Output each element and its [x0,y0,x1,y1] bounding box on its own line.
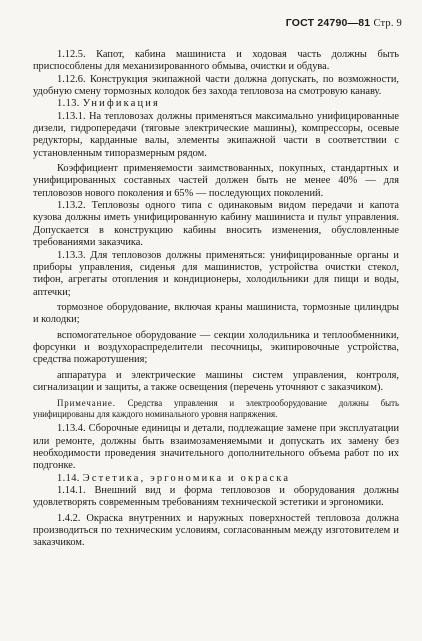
paragraph-coefficient: Коэффициент применяемости заимствованных, покупных, стандартных и унифицированных составных частей должен быть не менее 40% — для тепловозов нового поколения и 65% — последующих поколений. [33,163,399,199]
section-title: Унификация [82,98,161,110]
paragraph-1-13-3: 1.13.3. Для тепловозов должны применяться: унифицированные органы и приборы управления, сиденья для машинистов, устройства очистки стекол, тифон, агрегаты отопления и кондиционеры, холодильники для пищи и воды, аптечки; [33,249,399,298]
section-heading-unification [33,98,399,110]
section-title: Эстетика, эргономика и окраска [82,472,291,484]
paragraph-1-4-2: 1.4.2. Окраска внутренних и наружных поверхностей тепловоза должна производиться по техническим условиям, согласованным между изготовителем и заказчиком. [33,512,399,549]
section-heading-aesthetics [33,473,399,485]
document-body [33,49,399,550]
page-number: Стр. 9 [373,18,402,29]
section-number: 1.14. [57,472,80,484]
list-item-auxiliary: вспомогательное оборудование — секции холодильника и теплообменники, форсунки и воздухораспределители песочницы, экипировочные устройства, средства пожаротушения; [33,329,399,366]
page-header [286,17,402,29]
note-text: Средства управления и электрооборудование должны быть унифицированы для каждого номинального уровня напряжения. [33,398,399,420]
paragraph-1-12-6: 1.12.6. Конструкция экипажной части должна допускать, по возможности, удобную смену тормозных колодок без захода тепловоза на смотровую канаву. [33,73,399,98]
paragraph-1-13-4: 1.13.4. Сборочные единицы и детали, подлежащие замене при эксплуатации или ремонте, должны быть взаимозаменяемыми и допускать их замену без необходимости проведения значительного дополнительного объема работ по их подгонке. [33,423,399,472]
paragraph-1-13-2: 1.13.2. Тепловозы одного типа с одинаковым видом передачи и капота кузова должны иметь унифицированную кабину машиниста и пульт управления. Допускается в конструкцию кабины вносить изменения, обусловленные требованиями заказчика. [33,200,399,249]
list-item-brakes: тормозное оборудование, включая краны машиниста, тормозные цилиндры и колодки; [33,301,399,326]
paragraph-1-13-1: 1.13.1. На тепловозах должны применяться максимально унифицированные дизели, гидропередачи (тяговые электрические машины), компрессоры, осевые редукторы, карданные валы, элементы экипажной части в соответствии с установленным типоразмерным рядом. [33,110,399,159]
standard-number: ГОСТ 24790—81 [285,17,371,29]
note [33,398,399,420]
note-label: Примечание. [57,398,116,409]
paragraph-1-12-5: 1.12.5. Капот, кабина машиниста и ходовая часть должны быть приспособлены для механизированного обмыва, очистки и обдува. [33,49,399,73]
section-number: 1.13. [57,98,80,110]
list-item-apparatus: аппаратура и электрические машины систем управления, контроля, сигнализации и защиты, а также освещения (перечень уточняют с заказчиком). [33,369,399,393]
paragraph-1-14-1: 1.14.1. Внешний вид и форма тепловозов и оборудования должны удовлетворять современным требованиям технической эстетики и эргономики. [33,485,399,509]
